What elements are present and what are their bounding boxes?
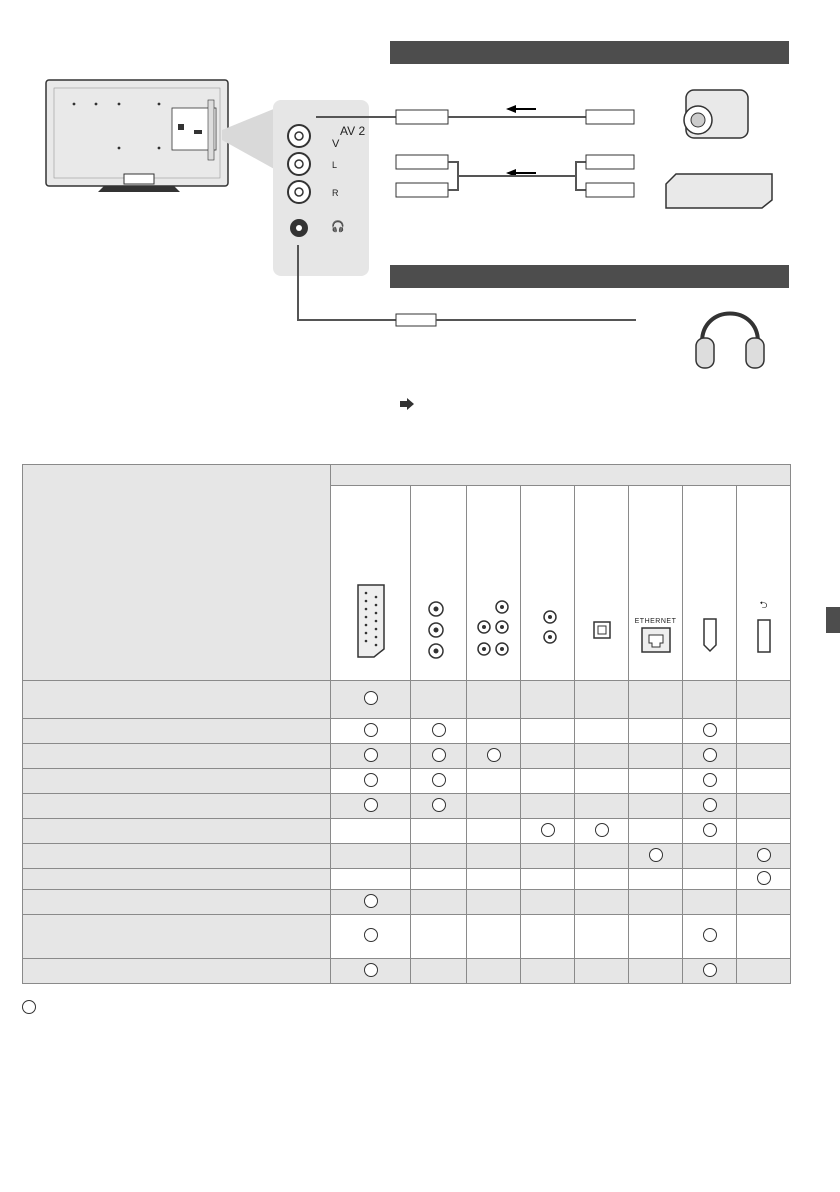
table-row	[23, 681, 791, 719]
compatible-mark	[757, 871, 771, 885]
compatible-mark	[487, 748, 501, 762]
cell-scart	[331, 819, 411, 844]
cell-component	[467, 819, 521, 844]
cell-ethernet	[629, 844, 683, 869]
compatible-mark	[703, 963, 717, 977]
cell-component	[467, 769, 521, 794]
cell-ethernet	[629, 959, 683, 984]
cell-ethernet	[629, 890, 683, 915]
row-label-cell	[23, 744, 331, 769]
cell-scart	[331, 959, 411, 984]
row-label-cell	[23, 890, 331, 915]
cell-component	[467, 744, 521, 769]
cell-ethernet	[629, 719, 683, 744]
cell-component	[467, 794, 521, 819]
cell-av2	[411, 869, 467, 890]
compatible-mark	[364, 894, 378, 908]
cell-component	[467, 890, 521, 915]
table-row	[23, 794, 791, 819]
cell-scart	[331, 719, 411, 744]
cell-ethernet	[629, 915, 683, 959]
cell-digital-audio-out	[575, 890, 629, 915]
legend-circle-mark	[22, 1000, 36, 1014]
usb-icon: ⮌	[759, 600, 768, 611]
cell-digital-audio-out	[575, 769, 629, 794]
cell-usb	[737, 890, 791, 915]
compatible-mark	[432, 773, 446, 787]
table-row	[23, 959, 791, 984]
cell-hdmi	[683, 890, 737, 915]
scart-header	[331, 486, 411, 681]
cell-digital-audio-out	[575, 844, 629, 869]
cell-audio-out	[521, 719, 575, 744]
cell-scart	[331, 769, 411, 794]
scart-icon	[354, 583, 388, 659]
cell-audio-out	[521, 819, 575, 844]
cell-audio-out	[521, 794, 575, 819]
optical-icon	[593, 621, 611, 639]
tv-rear-icon	[44, 78, 244, 196]
cell-component	[467, 869, 521, 890]
cell-ethernet	[629, 769, 683, 794]
cell-usb	[737, 681, 791, 719]
cell-ethernet	[629, 681, 683, 719]
cell-component	[467, 915, 521, 959]
compatible-mark	[703, 723, 717, 737]
hdmi-header	[683, 486, 737, 681]
compatible-mark	[432, 798, 446, 812]
row-label-cell	[23, 819, 331, 844]
cell-hdmi	[683, 719, 737, 744]
table-row	[23, 744, 791, 769]
audio-out-header	[521, 486, 575, 681]
usb-header	[737, 486, 791, 681]
cell-scart	[331, 794, 411, 819]
ethernet-header	[629, 486, 683, 681]
compatible-mark	[703, 928, 717, 942]
row-label-cell	[23, 769, 331, 794]
ethernet-label: ETHERNET	[634, 618, 677, 625]
cell-av2	[411, 794, 467, 819]
compatible-mark	[432, 748, 446, 762]
cell-digital-audio-out	[575, 794, 629, 819]
compatible-mark	[364, 963, 378, 977]
table-row	[23, 869, 791, 890]
av2-header	[411, 486, 467, 681]
compatible-mark	[364, 723, 378, 737]
av-cables	[296, 95, 656, 345]
row-label-cell	[23, 915, 331, 959]
cell-digital-audio-out	[575, 819, 629, 844]
compatible-mark	[649, 848, 663, 862]
av2-ports-icon	[424, 599, 454, 661]
row-label-cell	[23, 794, 331, 819]
cell-usb	[737, 844, 791, 869]
cell-hdmi	[683, 819, 737, 844]
cell-audio-out	[521, 844, 575, 869]
camcorder-icon	[676, 80, 756, 144]
cell-scart	[331, 915, 411, 959]
cell-av2	[411, 959, 467, 984]
cell-av2	[411, 769, 467, 794]
cell-usb	[737, 959, 791, 984]
cell-digital-audio-out	[575, 719, 629, 744]
compatible-mark	[703, 798, 717, 812]
ethernet-icon	[641, 627, 671, 653]
cell-usb	[737, 719, 791, 744]
usb-port-icon	[757, 619, 771, 653]
cell-audio-out	[521, 681, 575, 719]
compatible-mark	[364, 748, 378, 762]
left-letter: L	[332, 160, 338, 170]
cell-av2	[411, 844, 467, 869]
av2-label: AV 2	[340, 124, 366, 138]
cell-ethernet	[629, 819, 683, 844]
header-blank-cell	[23, 465, 331, 681]
cell-hdmi	[683, 869, 737, 890]
cell-digital-audio-out	[575, 959, 629, 984]
cell-digital-audio-out	[575, 915, 629, 959]
compatible-mark	[703, 773, 717, 787]
cell-audio-out	[521, 744, 575, 769]
compatible-mark	[364, 773, 378, 787]
table-row	[23, 890, 791, 915]
cell-audio-out	[521, 769, 575, 794]
cell-usb	[737, 869, 791, 890]
compatible-mark	[364, 798, 378, 812]
section-header-bar-headphones	[390, 265, 789, 288]
table-row	[23, 844, 791, 869]
cell-hdmi	[683, 959, 737, 984]
component-ports-icon	[472, 597, 516, 661]
cell-component	[467, 959, 521, 984]
cell-audio-out	[521, 869, 575, 890]
cell-hdmi	[683, 915, 737, 959]
connection-compatibility-table	[22, 464, 791, 984]
cell-av2	[411, 819, 467, 844]
game-console-icon	[664, 172, 776, 212]
compatible-mark	[432, 723, 446, 737]
video-letter: V	[332, 138, 340, 150]
cell-hdmi	[683, 844, 737, 869]
compatible-mark	[595, 823, 609, 837]
cell-audio-out	[521, 959, 575, 984]
table-row	[23, 719, 791, 744]
cell-digital-audio-out	[575, 869, 629, 890]
cell-scart	[331, 744, 411, 769]
cell-av2	[411, 915, 467, 959]
compatible-mark	[364, 691, 378, 705]
headphone-jack-icon: 🎧	[331, 221, 345, 233]
zoom-connector	[220, 100, 280, 180]
cell-usb	[737, 915, 791, 959]
cell-component	[467, 719, 521, 744]
compatible-mark	[703, 823, 717, 837]
section-header-bar-av	[390, 41, 789, 64]
cell-av2	[411, 719, 467, 744]
digital-audio-header	[575, 486, 629, 681]
cell-scart	[331, 869, 411, 890]
cell-av2	[411, 744, 467, 769]
compatible-mark	[703, 748, 717, 762]
component-header	[467, 486, 521, 681]
compatible-mark	[757, 848, 771, 862]
cell-component	[467, 681, 521, 719]
cell-hdmi	[683, 769, 737, 794]
arrow-right-icon	[400, 398, 414, 410]
cell-usb	[737, 769, 791, 794]
compatible-mark	[541, 823, 555, 837]
cell-hdmi	[683, 744, 737, 769]
cell-ethernet	[629, 794, 683, 819]
row-label-cell	[23, 844, 331, 869]
cell-usb	[737, 819, 791, 844]
section-side-tab	[826, 607, 840, 633]
row-label-cell	[23, 681, 331, 719]
cell-usb	[737, 794, 791, 819]
cell-audio-out	[521, 890, 575, 915]
cell-digital-audio-out	[575, 681, 629, 719]
cell-ethernet	[629, 869, 683, 890]
cell-hdmi	[683, 794, 737, 819]
row-label-cell	[23, 869, 331, 890]
table-row	[23, 819, 791, 844]
cell-av2	[411, 890, 467, 915]
headphones-icon	[690, 296, 770, 378]
cell-ethernet	[629, 744, 683, 769]
cell-scart	[331, 890, 411, 915]
cell-digital-audio-out	[575, 744, 629, 769]
cell-audio-out	[521, 915, 575, 959]
audio-out-ports-icon	[536, 607, 560, 647]
row-label-cell	[23, 959, 331, 984]
cell-scart	[331, 681, 411, 719]
right-letter: R	[332, 188, 339, 198]
cell-component	[467, 844, 521, 869]
row-label-cell	[23, 719, 331, 744]
hdmi-icon	[702, 617, 718, 653]
table-row	[23, 915, 791, 959]
cell-scart	[331, 844, 411, 869]
cell-av2	[411, 681, 467, 719]
compatible-mark	[364, 928, 378, 942]
cell-hdmi	[683, 681, 737, 719]
cell-usb	[737, 744, 791, 769]
terminal-header-bar	[331, 465, 791, 486]
table-row	[23, 769, 791, 794]
